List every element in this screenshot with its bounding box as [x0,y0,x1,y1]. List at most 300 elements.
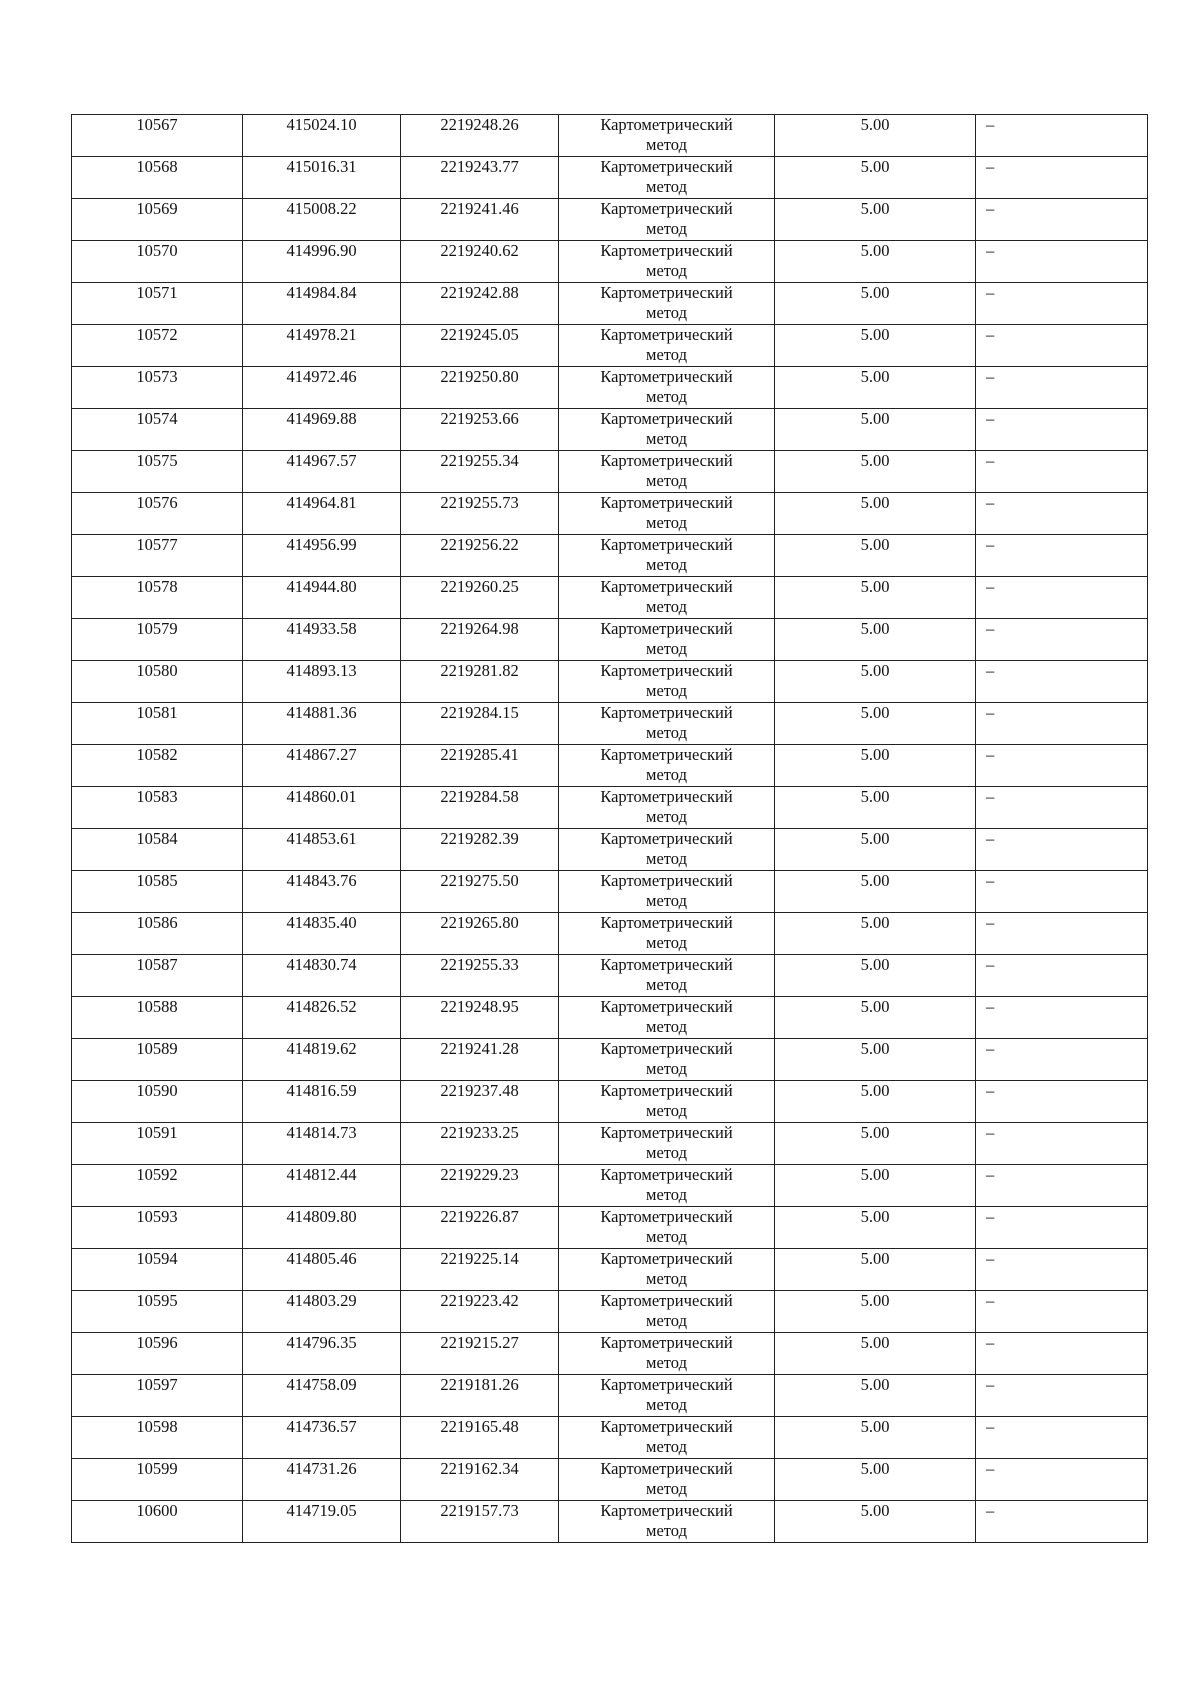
table-row [72,1207,1148,1249]
table-row [72,661,1148,703]
table-row [72,367,1148,409]
table-row [72,745,1148,787]
y-coordinate-cell: 2219240.62 [401,241,559,283]
table-row [72,829,1148,871]
method-line-1: Картометрический [600,241,733,260]
method-cell [559,1333,775,1375]
precision-cell: 5.00 [775,871,976,913]
table-row [72,241,1148,283]
note-cell: – [976,1333,1148,1375]
x-coordinate-cell: 414964.81 [243,493,401,535]
precision-cell: 5.00 [775,997,976,1039]
precision-cell: 5.00 [775,829,976,871]
y-coordinate-cell: 2219157.73 [401,1501,559,1543]
point-number-cell: 10582 [72,745,243,787]
method-line-1: Картометрический [600,1207,733,1226]
precision-cell: 5.00 [775,1291,976,1333]
method-cell [559,1081,775,1123]
method-line-2: метод [646,1101,687,1120]
method-line-1: Картометрический [600,115,733,134]
y-coordinate-cell: 2219215.27 [401,1333,559,1375]
method-cell [559,1207,775,1249]
x-coordinate-cell: 414719.05 [243,1501,401,1543]
method-line-1: Картометрический [600,619,733,638]
x-coordinate-cell: 414731.26 [243,1459,401,1501]
y-coordinate-cell: 2219243.77 [401,157,559,199]
x-coordinate-cell: 414843.76 [243,871,401,913]
point-number-cell: 10600 [72,1501,243,1543]
method-cell [559,871,775,913]
point-number-cell: 10573 [72,367,243,409]
method-cell [559,1039,775,1081]
method-line-2: метод [646,933,687,952]
point-number-cell: 10598 [72,1417,243,1459]
y-coordinate-cell: 2219275.50 [401,871,559,913]
x-coordinate-cell: 414972.46 [243,367,401,409]
y-coordinate-cell: 2219250.80 [401,367,559,409]
method-cell [559,661,775,703]
method-cell [559,1417,775,1459]
method-cell [559,493,775,535]
method-cell [559,1501,775,1543]
method-line-2: метод [646,723,687,742]
method-line-2: метод [646,681,687,700]
x-coordinate-cell: 414978.21 [243,325,401,367]
note-cell: – [976,1123,1148,1165]
x-coordinate-cell: 414819.62 [243,1039,401,1081]
coordinates-table [71,114,1148,1543]
table-row [72,1459,1148,1501]
note-cell: – [976,1039,1148,1081]
note-cell: – [976,1291,1148,1333]
table-row [72,115,1148,157]
method-line-2: метод [646,1353,687,1372]
note-cell: – [976,535,1148,577]
precision-cell: 5.00 [775,409,976,451]
table-row [72,1249,1148,1291]
method-cell [559,1375,775,1417]
method-cell [559,283,775,325]
point-number-cell: 10586 [72,913,243,955]
y-coordinate-cell: 2219245.05 [401,325,559,367]
y-coordinate-cell: 2219226.87 [401,1207,559,1249]
method-line-1: Картометрический [600,829,733,848]
method-line-1: Картометрический [600,577,733,596]
table-row [72,283,1148,325]
method-line-1: Картометрический [600,199,733,218]
method-line-1: Картометрический [600,1291,733,1310]
note-cell: – [976,451,1148,493]
table-row [72,1501,1148,1543]
table-row [72,1333,1148,1375]
precision-cell: 5.00 [775,1165,976,1207]
method-line-2: метод [646,1311,687,1330]
point-number-cell: 10584 [72,829,243,871]
precision-cell: 5.00 [775,199,976,241]
method-line-1: Картометрический [600,913,733,932]
table-row [72,325,1148,367]
method-line-1: Картометрический [600,325,733,344]
precision-cell: 5.00 [775,1039,976,1081]
method-line-2: метод [646,807,687,826]
table-row [72,1375,1148,1417]
point-number-cell: 10581 [72,703,243,745]
y-coordinate-cell: 2219162.34 [401,1459,559,1501]
method-line-2: метод [646,513,687,532]
method-cell [559,955,775,997]
note-cell: – [976,661,1148,703]
y-coordinate-cell: 2219255.33 [401,955,559,997]
precision-cell: 5.00 [775,1459,976,1501]
note-cell: – [976,325,1148,367]
point-number-cell: 10570 [72,241,243,283]
precision-cell: 5.00 [775,535,976,577]
y-coordinate-cell: 2219282.39 [401,829,559,871]
method-line-1: Картометрический [600,493,733,512]
method-line-1: Картометрический [600,1039,733,1058]
precision-cell: 5.00 [775,283,976,325]
y-coordinate-cell: 2219225.14 [401,1249,559,1291]
point-number-cell: 10578 [72,577,243,619]
point-number-cell: 10576 [72,493,243,535]
precision-cell: 5.00 [775,493,976,535]
note-cell: – [976,409,1148,451]
x-coordinate-cell: 414803.29 [243,1291,401,1333]
method-line-2: метод [646,1227,687,1246]
method-line-2: метод [646,849,687,868]
x-coordinate-cell: 414796.35 [243,1333,401,1375]
method-line-2: метод [646,555,687,574]
precision-cell: 5.00 [775,325,976,367]
precision-cell: 5.00 [775,577,976,619]
y-coordinate-cell: 2219165.48 [401,1417,559,1459]
method-line-2: метод [646,891,687,910]
point-number-cell: 10574 [72,409,243,451]
note-cell: – [976,955,1148,997]
y-coordinate-cell: 2219223.42 [401,1291,559,1333]
method-line-1: Картометрический [600,997,733,1016]
y-coordinate-cell: 2219255.73 [401,493,559,535]
method-cell [559,451,775,493]
note-cell: – [976,787,1148,829]
method-cell [559,325,775,367]
x-coordinate-cell: 414758.09 [243,1375,401,1417]
x-coordinate-cell: 414967.57 [243,451,401,493]
note-cell: – [976,703,1148,745]
x-coordinate-cell: 414853.61 [243,829,401,871]
x-coordinate-cell: 414814.73 [243,1123,401,1165]
method-cell [559,409,775,451]
x-coordinate-cell: 414944.80 [243,577,401,619]
point-number-cell: 10567 [72,115,243,157]
precision-cell: 5.00 [775,367,976,409]
table-row [72,703,1148,745]
note-cell: – [976,1417,1148,1459]
method-line-2: метод [646,1269,687,1288]
point-number-cell: 10571 [72,283,243,325]
precision-cell: 5.00 [775,619,976,661]
point-number-cell: 10590 [72,1081,243,1123]
table-row [72,493,1148,535]
x-coordinate-cell: 414933.58 [243,619,401,661]
precision-cell: 5.00 [775,157,976,199]
note-cell: – [976,745,1148,787]
table-row [72,451,1148,493]
note-cell: – [976,115,1148,157]
method-line-1: Картометрический [600,787,733,806]
point-number-cell: 10588 [72,997,243,1039]
precision-cell: 5.00 [775,1081,976,1123]
method-line-1: Картометрический [600,955,733,974]
x-coordinate-cell: 414805.46 [243,1249,401,1291]
x-coordinate-cell: 414881.36 [243,703,401,745]
table-row [72,577,1148,619]
table-row [72,871,1148,913]
note-cell: – [976,619,1148,661]
precision-cell: 5.00 [775,1123,976,1165]
method-cell [559,241,775,283]
method-cell [559,619,775,661]
note-cell: – [976,493,1148,535]
method-line-2: метод [646,429,687,448]
precision-cell: 5.00 [775,1501,976,1543]
method-cell [559,1459,775,1501]
x-coordinate-cell: 414826.52 [243,997,401,1039]
note-cell: – [976,1459,1148,1501]
table-row [72,409,1148,451]
method-line-1: Картометрический [600,157,733,176]
precision-cell: 5.00 [775,955,976,997]
table-row [72,1123,1148,1165]
x-coordinate-cell: 415008.22 [243,199,401,241]
point-number-cell: 10599 [72,1459,243,1501]
y-coordinate-cell: 2219253.66 [401,409,559,451]
table-row [72,1039,1148,1081]
method-line-1: Картометрический [600,1123,733,1142]
table-row [72,619,1148,661]
y-coordinate-cell: 2219241.28 [401,1039,559,1081]
precision-cell: 5.00 [775,1249,976,1291]
note-cell: – [976,1165,1148,1207]
note-cell: – [976,367,1148,409]
method-line-2: метод [646,1059,687,1078]
y-coordinate-cell: 2219285.41 [401,745,559,787]
y-coordinate-cell: 2219248.95 [401,997,559,1039]
method-cell [559,997,775,1039]
point-number-cell: 10587 [72,955,243,997]
method-line-1: Картометрический [600,703,733,722]
method-line-2: метод [646,135,687,154]
note-cell: – [976,997,1148,1039]
method-line-2: метод [646,1017,687,1036]
y-coordinate-cell: 2219229.23 [401,1165,559,1207]
y-coordinate-cell: 2219265.80 [401,913,559,955]
method-line-2: метод [646,219,687,238]
method-line-2: метод [646,639,687,658]
method-line-2: метод [646,177,687,196]
y-coordinate-cell: 2219233.25 [401,1123,559,1165]
method-line-1: Картометрический [600,1501,733,1520]
method-line-2: метод [646,303,687,322]
note-cell: – [976,871,1148,913]
point-number-cell: 10594 [72,1249,243,1291]
method-line-2: метод [646,1395,687,1414]
note-cell: – [976,1501,1148,1543]
method-line-1: Картометрический [600,661,733,680]
precision-cell: 5.00 [775,1207,976,1249]
method-cell [559,1249,775,1291]
table-row [72,1165,1148,1207]
method-cell [559,787,775,829]
note-cell: – [976,1081,1148,1123]
method-cell [559,157,775,199]
method-line-1: Картометрический [600,535,733,554]
x-coordinate-cell: 414893.13 [243,661,401,703]
table-row [72,199,1148,241]
precision-cell: 5.00 [775,1333,976,1375]
table-row [72,997,1148,1039]
table-row [72,1417,1148,1459]
y-coordinate-cell: 2219260.25 [401,577,559,619]
x-coordinate-cell: 414809.80 [243,1207,401,1249]
y-coordinate-cell: 2219255.34 [401,451,559,493]
method-line-1: Картометрический [600,409,733,428]
precision-cell: 5.00 [775,241,976,283]
x-coordinate-cell: 414835.40 [243,913,401,955]
note-cell: – [976,577,1148,619]
method-line-2: метод [646,1479,687,1498]
point-number-cell: 10569 [72,199,243,241]
x-coordinate-cell: 414860.01 [243,787,401,829]
y-coordinate-cell: 2219241.46 [401,199,559,241]
table-row [72,1081,1148,1123]
method-line-2: метод [646,1143,687,1162]
method-line-1: Картометрический [600,1375,733,1394]
y-coordinate-cell: 2219281.82 [401,661,559,703]
y-coordinate-cell: 2219181.26 [401,1375,559,1417]
point-number-cell: 10583 [72,787,243,829]
note-cell: – [976,199,1148,241]
y-coordinate-cell: 2219242.88 [401,283,559,325]
precision-cell: 5.00 [775,703,976,745]
y-coordinate-cell: 2219264.98 [401,619,559,661]
y-coordinate-cell: 2219248.26 [401,115,559,157]
method-line-1: Картометрический [600,1081,733,1100]
method-line-1: Картометрический [600,745,733,764]
precision-cell: 5.00 [775,1417,976,1459]
point-number-cell: 10596 [72,1333,243,1375]
precision-cell: 5.00 [775,1375,976,1417]
table-row [72,535,1148,577]
x-coordinate-cell: 414816.59 [243,1081,401,1123]
method-line-1: Картометрический [600,1417,733,1436]
precision-cell: 5.00 [775,745,976,787]
method-line-2: метод [646,387,687,406]
method-line-1: Картометрический [600,1333,733,1352]
method-line-2: метод [646,345,687,364]
note-cell: – [976,1249,1148,1291]
method-line-1: Картометрический [600,451,733,470]
precision-cell: 5.00 [775,787,976,829]
method-line-2: метод [646,471,687,490]
point-number-cell: 10579 [72,619,243,661]
method-line-2: метод [646,597,687,616]
method-line-2: метод [646,1185,687,1204]
x-coordinate-cell: 414867.27 [243,745,401,787]
method-cell [559,745,775,787]
method-line-1: Картометрический [600,1249,733,1268]
x-coordinate-cell: 415016.31 [243,157,401,199]
table-row [72,787,1148,829]
point-number-cell: 10572 [72,325,243,367]
point-number-cell: 10577 [72,535,243,577]
point-number-cell: 10595 [72,1291,243,1333]
method-line-2: метод [646,261,687,280]
method-line-2: метод [646,1521,687,1540]
method-line-2: метод [646,765,687,784]
point-number-cell: 10589 [72,1039,243,1081]
method-cell [559,1123,775,1165]
method-cell [559,199,775,241]
x-coordinate-cell: 414984.84 [243,283,401,325]
note-cell: – [976,157,1148,199]
precision-cell: 5.00 [775,115,976,157]
coordinates-table-body [72,115,1148,1543]
point-number-cell: 10580 [72,661,243,703]
x-coordinate-cell: 414996.90 [243,241,401,283]
method-cell [559,1165,775,1207]
y-coordinate-cell: 2219284.58 [401,787,559,829]
note-cell: – [976,241,1148,283]
point-number-cell: 10597 [72,1375,243,1417]
note-cell: – [976,283,1148,325]
y-coordinate-cell: 2219256.22 [401,535,559,577]
y-coordinate-cell: 2219284.15 [401,703,559,745]
method-line-1: Картометрический [600,367,733,386]
method-cell [559,367,775,409]
note-cell: – [976,913,1148,955]
precision-cell: 5.00 [775,661,976,703]
method-cell [559,703,775,745]
note-cell: – [976,829,1148,871]
table-row [72,1291,1148,1333]
point-number-cell: 10568 [72,157,243,199]
point-number-cell: 10592 [72,1165,243,1207]
precision-cell: 5.00 [775,451,976,493]
table-row [72,913,1148,955]
point-number-cell: 10575 [72,451,243,493]
x-coordinate-cell: 414736.57 [243,1417,401,1459]
y-coordinate-cell: 2219237.48 [401,1081,559,1123]
point-number-cell: 10593 [72,1207,243,1249]
x-coordinate-cell: 415024.10 [243,115,401,157]
note-cell: – [976,1207,1148,1249]
method-cell [559,913,775,955]
method-line-2: метод [646,975,687,994]
x-coordinate-cell: 414830.74 [243,955,401,997]
method-line-1: Картометрический [600,283,733,302]
x-coordinate-cell: 414956.99 [243,535,401,577]
method-line-1: Картометрический [600,871,733,890]
method-line-1: Картометрический [600,1165,733,1184]
method-cell [559,829,775,871]
precision-cell: 5.00 [775,913,976,955]
method-line-1: Картометрический [600,1459,733,1478]
method-cell [559,535,775,577]
point-number-cell: 10585 [72,871,243,913]
method-cell [559,577,775,619]
x-coordinate-cell: 414969.88 [243,409,401,451]
